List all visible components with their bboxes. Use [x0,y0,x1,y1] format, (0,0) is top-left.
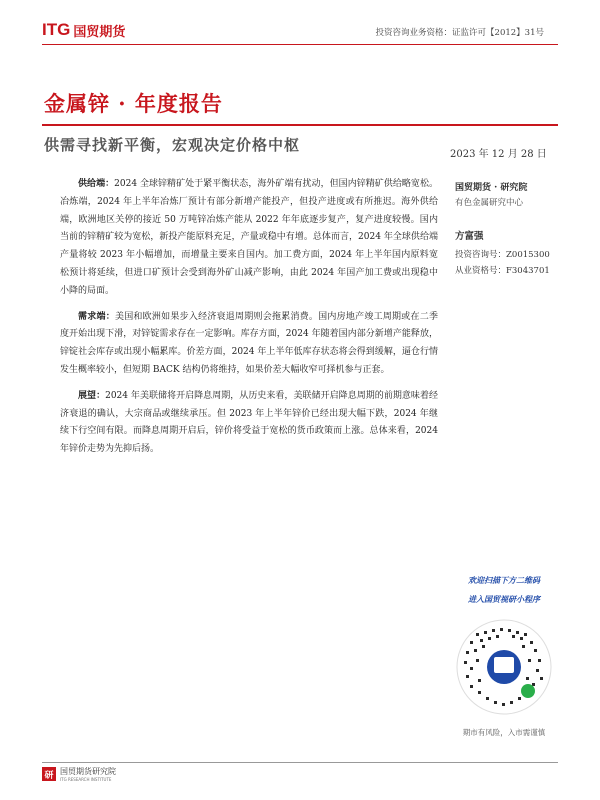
supply-label: 供给端： [78,179,115,189]
header-divider [42,44,558,45]
demand-paragraph [60,309,438,380]
analyst-cert: 投资咨询号：Z0015300 [455,250,550,260]
footer-name [60,766,116,782]
footer-subname: ITG RESEARCH INSTITUTE [60,777,112,782]
footer-divider [42,762,558,763]
outlook-paragraph [60,388,438,459]
report-title: 金属锌 · 年度报告 [44,91,223,116]
report-body [60,176,438,467]
demand-text: 美国和欧洲如果步入经济衰退周期则会拖累消费。国内房地产竣工周期或在二季度开始出现下滑，对锌锭需求存在一定影响。库存方面，2024 年随着国内部分新增产能释放，锌锭社会库存或出现小幅累库。价差方面，2024 年上半年低库存状态将会得到缓解，逼仓行情发生概率较小，但短期 BACK 结构仍将维持，如果价差大幅收窄可择机参与正套。 [60,311,438,375]
sidebar-org: 国贸期货 · 研究院 [455,183,528,193]
qr-caption-line1: 欢迎扫描下方二维码 [468,575,540,585]
risk-note: 期市有风险，入市需谨慎 [462,728,546,737]
report-date: 2023 年 12 月 28 日 [450,149,547,160]
page-header [0,0,600,46]
logo-cn-text: 国贸期货 [73,24,126,40]
supply-text: 2024 全球锌精矿处于紧平衡状态，海外矿端有扰动，但国内锌精矿供给略宽松。冶炼端，2024 年上半年冶炼厂预计有部分新增产能投产，但投产进度或有所推迟。海外供给端，欧洲地区关停的接近 50 万吨锌冶炼产能从 2022 年年底逐步复产，复产进度较慢。国内当前的锌精矿较为宽松，新投产能原料充足，产量或稳中有增。总体而言，2024 年全球供给端产量将较 2023 年小幅增加，而增量主要来自国内。加工费方面，2024 年上半年国内原料宽松预计将延续，但进口矿预计会受到海外矿山减产影响，由此 2024 年国产加工费或出现稳中小降的局面。 [60,179,438,296]
outlook-text: 2024 年美联储将开启降息周期，从历史来看，美联储开启降息周期的前期意味着经济衰退的确认，大宗商品或继续承压。但 2023 年上半年锌价已经出现大幅下跌，2024 年继续下行空间有限。而降息周期开启后，锌价将受益于宽松的货币政策而上涨。总体来看，2024 年锌价走势为先抑后扬。 [60,390,438,455]
demand-label: 需求端： [78,311,115,322]
report-subtitle: 供需寻找新平衡，宏观决定价格中枢 [44,136,301,154]
supply-paragraph [60,176,438,301]
qr-section [440,575,568,738]
logo-itg-text: ITG [42,20,71,39]
analyst-id: 从业资格号：F3043701 [455,266,550,276]
qr-code[interactable] [456,619,552,715]
footer-logo-mark: 研 [42,767,56,781]
sidebar-dept: 有色金属研究中心 [455,198,524,208]
outlook-label: 展望： [78,390,106,401]
company-logo [42,20,125,40]
footer-logo [42,766,116,782]
title-divider [42,124,558,126]
analyst-name: 方富强 [455,231,484,242]
qr-caption-line2: 进入国贸视研小程序 [468,594,540,604]
license-text: 投资咨询业务资格：证监许可【2012】31号 [375,28,544,38]
qr-code-graphic [456,619,552,715]
footer-name-text: 国贸期货研究院 [60,767,116,776]
